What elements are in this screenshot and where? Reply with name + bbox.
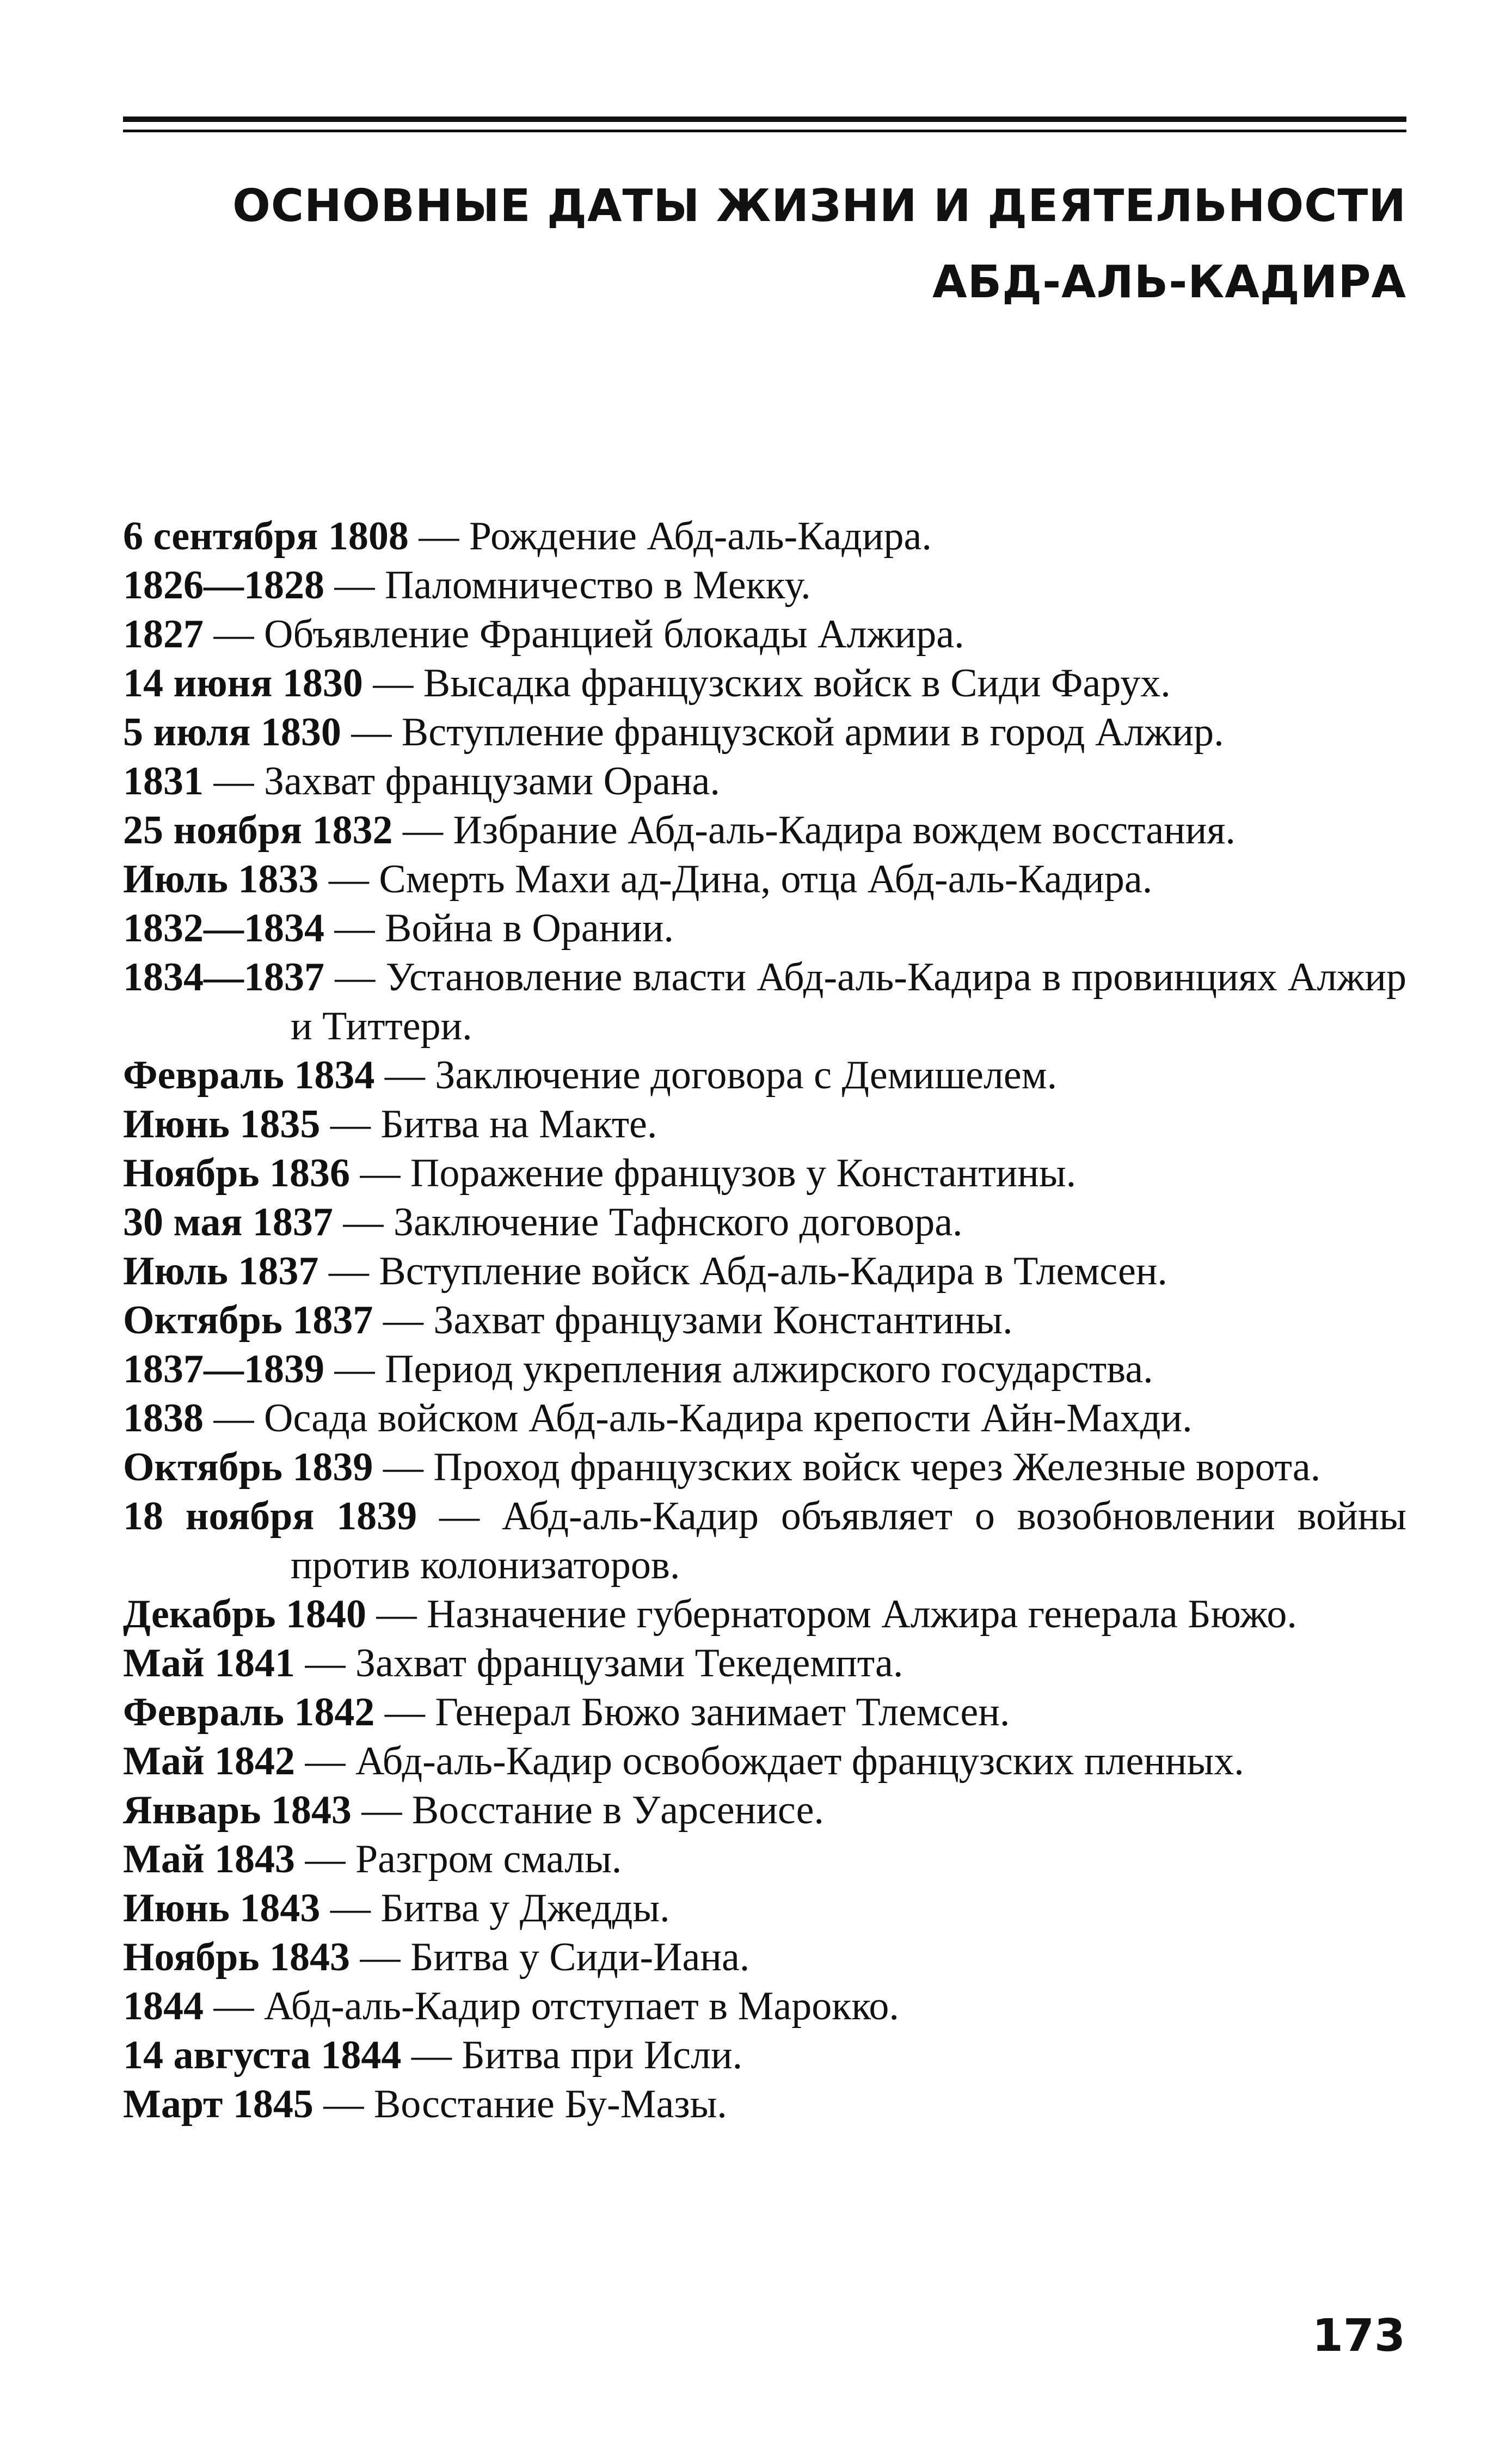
entry-date: 1844 [123,1984,204,2029]
chronology-entry [123,1345,1406,1394]
entry-text: — Поражение французов у Константины. [349,1151,1077,1196]
chronology-entry [123,904,1406,953]
entry-date: 30 мая 1837 [123,1200,333,1245]
chronology-entry [123,1492,1406,1590]
entry-date: Октябрь 1839 [123,1445,373,1490]
page-number: 173 [1312,2310,1405,2362]
entry-date: 1838 [123,1396,204,1441]
entry-date: Май 1841 [123,1641,295,1686]
entry-date: Февраль 1842 [123,1690,375,1735]
entry-date: Март 1845 [123,2082,314,2127]
entry-text: — Абд-аль-Кадир отступает в Марокко. [204,1984,899,2029]
chronology-entry [123,1590,1406,1639]
chronology-entry [123,512,1406,561]
entry-date: Июль 1833 [123,857,319,902]
entry-date: 1834—1837 [123,955,324,1000]
chronology-entry [123,1639,1406,1688]
chronology-entry [123,2031,1406,2080]
entry-text: — Заключение Тафнского договора. [333,1200,963,1245]
entry-text: — Назначение губернатором Алжира генерала Бюжо. [366,1592,1297,1637]
entry-text: — Восстание в Уарсенисе. [351,1788,824,1833]
entry-text: — Проход французских войск через Железные ворота. [373,1445,1321,1490]
chronology-entry [123,1982,1406,2031]
entry-text: — Генерал Бюжо занимает Тлемсен. [374,1690,1010,1735]
entry-date: 1837—1839 [123,1347,324,1392]
chronology-entry [123,659,1406,708]
chapter-heading-line-1: ОСНОВНЫЕ ДАТЫ ЖИЗНИ И ДЕЯТЕЛЬНОСТИ [232,180,1406,232]
chronology-entry [123,953,1406,1051]
entry-text: — Абд-аль-Кадир освобождает французских пленных. [294,1739,1244,1784]
chronology-entry [123,1198,1406,1247]
chronology-entry [123,1786,1406,1835]
entry-date: 5 июля 1830 [123,710,341,755]
entry-text: — Период укрепления алжирского государства. [324,1347,1153,1392]
chronology-entry [123,1933,1406,1982]
entry-text: — Захват французами Константины. [373,1298,1013,1343]
entry-date: Декабрь 1840 [123,1592,366,1637]
entry-text: — Вступление французской армии в город Алжир. [341,710,1224,755]
chronology-entry [123,1296,1406,1345]
entry-text: — Установление власти Абд-аль-Кадира в провинциях Алжир и Титтери. [291,955,1406,1049]
chronology-list [123,512,1406,2129]
entry-text: — Битва у Сиди-Иана. [349,1935,750,1980]
entry-date: 14 августа 1844 [123,2033,402,2078]
chronology-entry [123,757,1406,806]
entry-text: — Война в Орании. [324,906,674,951]
entry-date: 1826—1828 [123,563,324,608]
entry-text: — Объявление Францией блокады Алжира. [204,612,964,657]
entry-date: Октябрь 1837 [123,1298,373,1343]
chronology-entry [123,1884,1406,1933]
entry-text: — Захват французами Текедемпта. [294,1641,903,1686]
entry-text: — Битва у Джедды. [320,1886,670,1931]
entry-text: — Абд-аль-Кадир объявляет о возобновлении войны против колонизаторов. [291,1494,1406,1588]
entry-date: 1831 [123,759,204,804]
entry-text: — Паломничество в Мекку. [324,563,811,608]
entry-date: 14 июня 1830 [123,661,363,706]
top-rule-thick [123,117,1406,122]
entry-date: Июнь 1843 [123,1886,321,1931]
chronology-entry [123,1394,1406,1443]
chronology-entry [123,806,1406,855]
entry-date: Ноябрь 1843 [123,1935,350,1980]
entry-date: Февраль 1834 [123,1053,375,1098]
chronology-entry [123,1149,1406,1198]
chapter-heading-line-2: АБД-АЛЬ-КАДИРА [932,256,1406,308]
entry-text: — Захват французами Орана. [204,759,720,804]
entry-text: — Вступление войск Абд-аль-Кадира в Тлемсен. [318,1249,1167,1294]
entry-date: Май 1842 [123,1739,295,1784]
entry-text: — Смерть Махи ад-Дина, отца Абд-аль-Кадира. [318,857,1153,902]
chronology-entry [123,561,1406,610]
entry-text: — Высадка французских войск в Сиди Фарух. [362,661,1171,706]
chronology-entry [123,1051,1406,1100]
entry-date: 25 ноября 1832 [123,808,393,853]
entry-date: 1832—1834 [123,906,324,951]
entry-date: Июнь 1835 [123,1102,321,1147]
chronology-entry [123,2080,1406,2129]
chronology-entry [123,855,1406,904]
chronology-entry [123,1688,1406,1737]
chronology-entry [123,1835,1406,1884]
entry-text: — Битва на Макте. [320,1102,657,1147]
chronology-entry [123,1100,1406,1149]
entry-date: 1827 [123,612,204,657]
entry-text: — Заключение договора с Демишелем. [374,1053,1058,1098]
entry-text: — Битва при Исли. [401,2033,743,2078]
chronology-entry [123,1443,1406,1492]
entry-date: 6 сентября 1808 [123,514,409,559]
entry-text: — Осада войском Абд-аль-Кадира крепости Айн-Махди. [204,1396,1193,1441]
entry-date: Январь 1843 [123,1788,352,1833]
chronology-entry [123,1737,1406,1786]
top-rule-thin [123,130,1406,132]
entry-date: Июль 1837 [123,1249,319,1294]
entry-text: — Рождение Абд-аль-Кадира. [408,514,932,559]
entry-text: — Восстание Бу-Мазы. [313,2082,727,2127]
entry-text: — Избрание Абд-аль-Кадира вождем восстания. [392,808,1236,853]
chronology-entry [123,708,1406,757]
entry-date: Ноябрь 1836 [123,1151,350,1196]
entry-date: 18 ноября 1839 [123,1494,417,1539]
chronology-entry [123,610,1406,659]
chronology-entry [123,1247,1406,1296]
entry-date: Май 1843 [123,1837,295,1882]
entry-text: — Разгром смалы. [294,1837,622,1882]
